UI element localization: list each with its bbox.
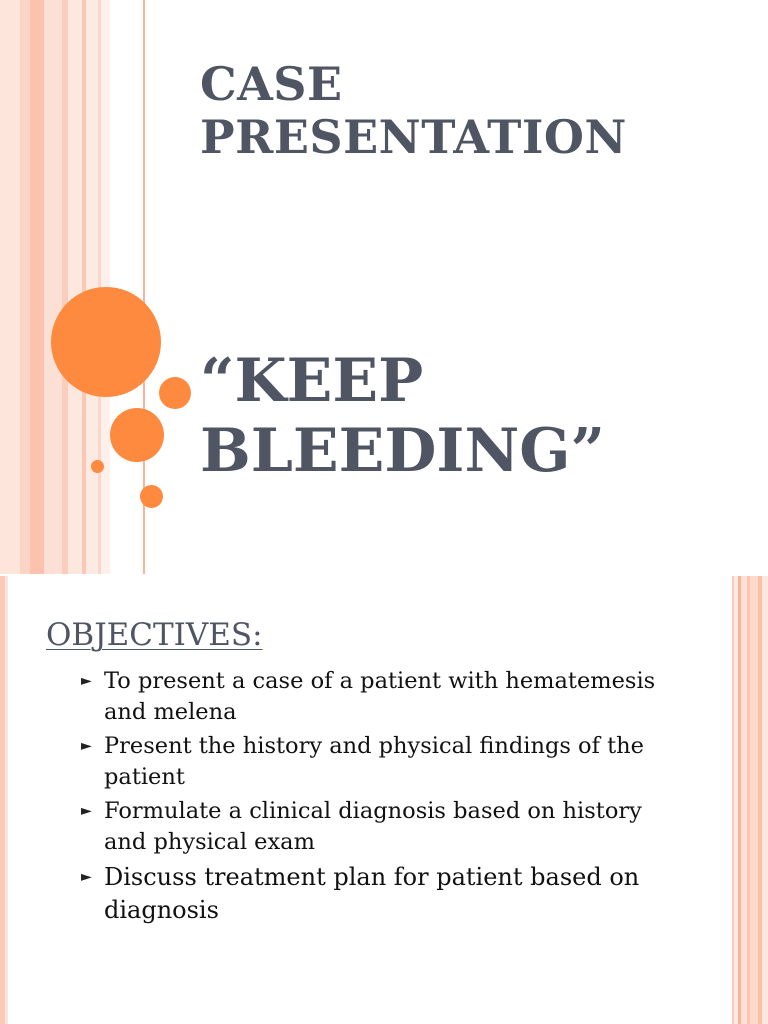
objective-item xyxy=(78,731,688,793)
objective-item xyxy=(78,796,688,858)
slide-title: CASE PRESENTATION xyxy=(200,57,627,164)
decorative-circle-large xyxy=(51,287,161,397)
objective-text: Formulate a clinical diagnosis based on history and physical exam xyxy=(104,798,642,855)
decorative-circle-small xyxy=(140,485,163,508)
decorative-stripe xyxy=(0,0,20,574)
slide-subtitle: “KEEP BLEEDING” xyxy=(200,346,606,486)
triangle-bullet-icon: ► xyxy=(81,869,92,885)
decorative-circle-small xyxy=(159,377,191,409)
decorative-stripe xyxy=(30,0,44,574)
objective-text: Discuss treatment plan for patient based on diagnosis xyxy=(104,863,640,924)
decorative-stripe xyxy=(44,0,62,574)
objectives-slide xyxy=(0,576,768,1024)
objective-item xyxy=(78,666,688,728)
decorative-stripe xyxy=(5,576,8,1024)
objectives-list xyxy=(78,666,688,930)
objective-text: To present a case of a patient with hematemesis and melena xyxy=(104,668,656,725)
decorative-stripe xyxy=(20,0,30,574)
objectives-heading: OBJECTIVES: xyxy=(46,617,263,653)
triangle-bullet-icon: ► xyxy=(81,673,92,689)
triangle-bullet-icon: ► xyxy=(81,803,92,819)
triangle-bullet-icon: ► xyxy=(81,738,92,754)
decorative-stripe xyxy=(762,576,768,1024)
decorative-stripe xyxy=(68,0,82,574)
decorative-circle-tiny xyxy=(91,460,104,473)
objective-text: Present the history and physical findings of the patient xyxy=(104,733,644,790)
decorative-circle-medium xyxy=(110,408,164,462)
objective-item xyxy=(78,861,688,927)
decorative-stripe xyxy=(750,576,758,1024)
